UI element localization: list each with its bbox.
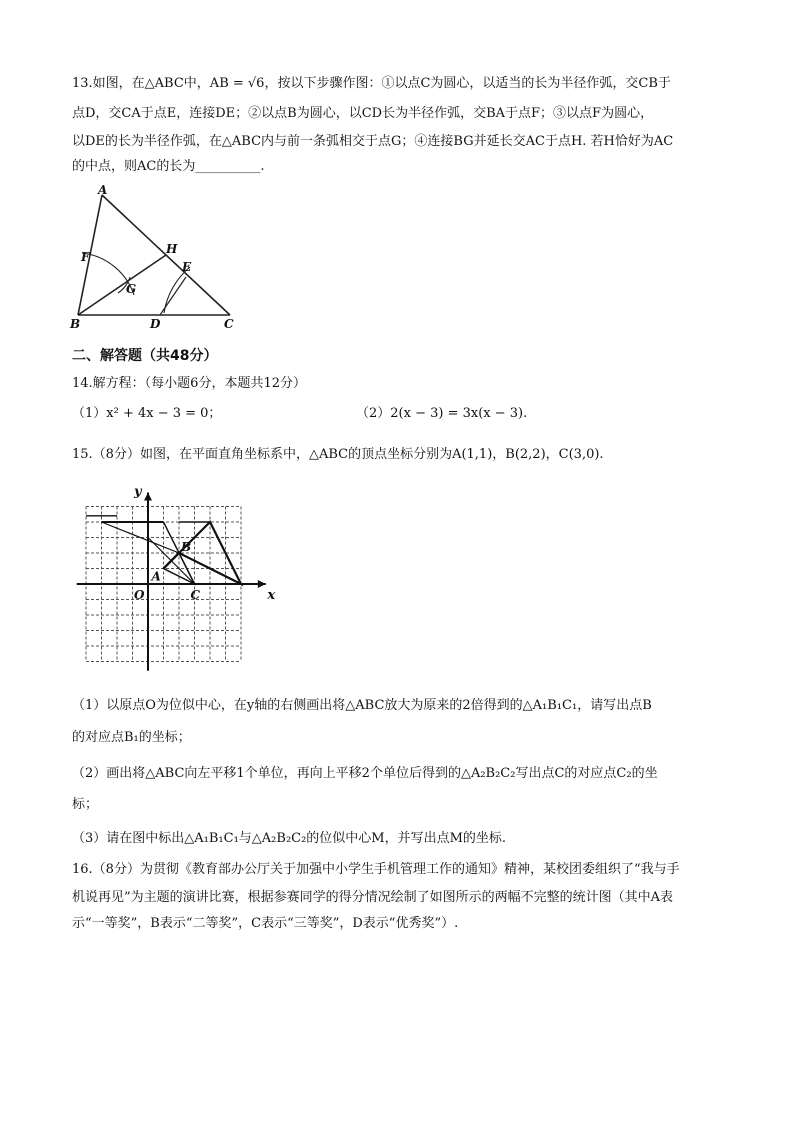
- label-b: B: [70, 317, 81, 331]
- axis-label-y: y: [134, 484, 142, 500]
- point-a-label: A: [151, 569, 161, 584]
- q15-part-1-cont: 的对应点B₁的坐标；: [72, 730, 191, 745]
- q13-line-4: 的中点，则AC的长为__________.: [72, 159, 265, 174]
- q15-part-2: （2）画出将△ABC向左平移1个单位，再向上平移2个单位后得到的△A₂B₂C₂写出点C的对应点C₂的坐: [72, 766, 658, 781]
- origin-label: O: [134, 588, 145, 602]
- q14-header: 14.解方程：（每小题6分，本题共12分）: [72, 376, 306, 391]
- q13-line-2: 点D，交CA于点E，连接DE；②以点B为圆心，以CD长为半径作弧，交BA于点F；③以点F为圆心，: [72, 106, 654, 121]
- segment-de: [160, 277, 186, 315]
- label-d: D: [150, 317, 161, 331]
- label-a: A: [98, 185, 108, 197]
- q16-line-1: 16.（8分）为贯彻《教育部办公厅关于加强中小学生手机管理工作的通知》精神，某校团委组织了“我与手: [72, 862, 680, 877]
- section-title: 二、解答题（共48分）: [72, 348, 218, 364]
- point-c-label: C: [190, 588, 201, 602]
- label-e: E: [182, 260, 192, 274]
- x-axis-arrow: [258, 580, 266, 588]
- q14-part-2: （2）2(x − 3) = 3x(x − 3).: [356, 406, 528, 421]
- q14-part-1: （1）x² + 4x − 3 = 0；: [72, 406, 222, 421]
- q15-part-2-cont: 标；: [72, 797, 99, 812]
- label-f: F: [81, 250, 90, 264]
- q15-part-3: （3）请在图中标出△A₁B₁C₁与△A₂B₂C₂的位似中心M，并写出点M的坐标.: [72, 831, 507, 846]
- point-b-label: B: [181, 540, 192, 554]
- segment-bh: [78, 255, 166, 315]
- q15-coordinate-grid: [72, 478, 282, 674]
- q15-header: 15.（8分）如图，在平面直角坐标系中，△ABC的顶点坐标分别为A(1,1)，B(2,2)，C(3,0).: [72, 447, 604, 462]
- q13-line-1: 13.如图，在△ABC中，AB = √6，按以下步骤作图：①以点C为圆心，以适当的长为半径作弧，交CB于: [72, 76, 671, 91]
- y-axis-arrow: [144, 493, 152, 501]
- axis-label-x: x: [267, 588, 276, 603]
- label-h: H: [166, 242, 178, 256]
- label-g: G: [126, 282, 137, 296]
- q16-line-3: 示“一等奖”，B表示“二等奖”，C表示“三等奖”，D表示“优秀奖”）.: [72, 916, 459, 931]
- label-c: C: [224, 317, 234, 331]
- q16-line-2: 机说再见”为主题的演讲比赛，根据参赛同学的得分情况绘制了如图所示的两幅不完整的统计图（其中A表: [72, 890, 674, 905]
- q15-part-1: （1）以原点O为位似中心，在y轴的右侧画出将△ABC放大为原来的2倍得到的△A₁B₁C₁，请写出点B: [72, 698, 652, 713]
- q13-triangle-figure: [68, 185, 248, 335]
- q13-line-3: 以DE的长为半径作弧，在△ABC内与前一条弧相交于点G；④连接BG并延长交AC于点H. 若H恰好为AC: [72, 134, 674, 149]
